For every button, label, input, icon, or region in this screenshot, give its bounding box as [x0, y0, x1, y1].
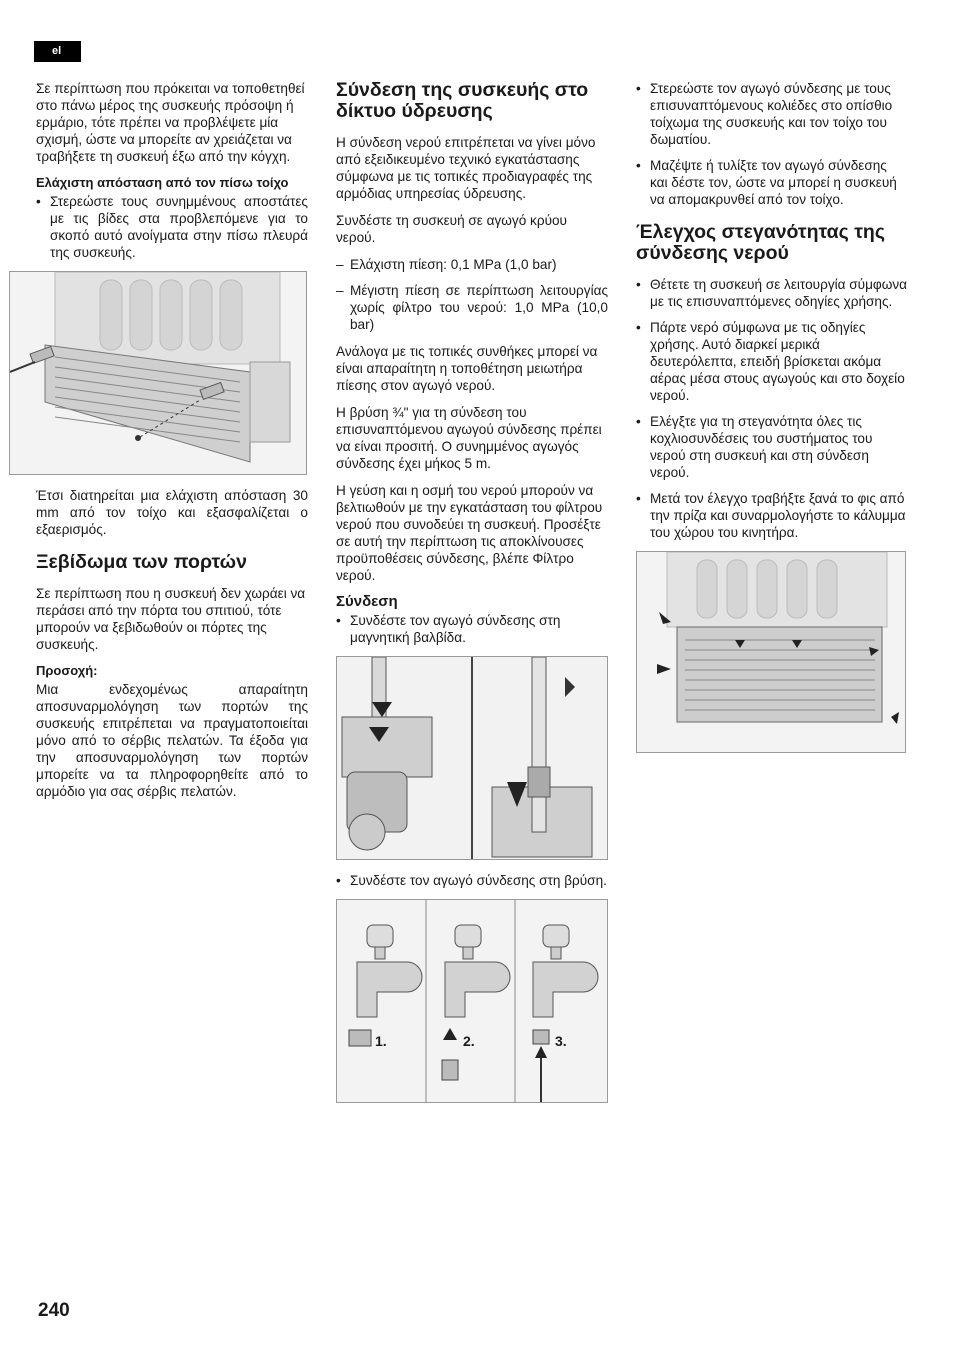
- step-2-label: 2.: [463, 1033, 475, 1049]
- pressure-max: – Μέγιστη πίεση σε περίπτωση λειτουργίας χωρίς φίλτρο του νερού: 1,0 MPa (10,0 bar): [336, 282, 608, 333]
- tightness-bullet-1: • Θέτετε τη συσκευή σε λειτουργία σύμφωνα με τις επισυναπτόμενες οδηγίες χρήσης.: [636, 276, 908, 310]
- pressure-list: [336, 256, 608, 333]
- cover-illustration: [637, 552, 905, 752]
- water-p3: Ανάλογα με τις τοπικές συνθήκες μπορεί να είναι απαραίτητη η τοποθέτηση μειωτήρα πίεσης στον αγωγό νερού.: [336, 344, 598, 393]
- doors-heading: Ξεβίδωμα των πορτών: [36, 551, 247, 573]
- valve-figure: [336, 656, 608, 860]
- fastening-list: [636, 80, 908, 208]
- step-3-label: 3.: [555, 1033, 567, 1049]
- fastening-bullet-2: • Μαζέψτε ή τυλίξτε τον αγωγό σύνδεσης και δέστε τον, ώστε να μπορεί η συσκευή να απομακρυνθεί από τον τοίχο.: [636, 157, 908, 208]
- connection-heading: Σύνδεση: [336, 593, 398, 610]
- tightness-bullet-3: • Ελέγξτε για τη στεγανότητα όλες τις κοχλιοσυνδέσεις του συστήματος του νερού στη συσκευή και στη σύνδεση νερού.: [636, 413, 908, 481]
- tightness-heading: Έλεγχος στεγανότητας της σύνδεσης νερού: [636, 221, 885, 264]
- water-p1: Η σύνδεση νερού επιτρέπεται να γίνει μόνο από εξειδικευμένο τεχνικό εγκατάστασης σύμφωνα με τις τοπικές προδιαγραφές της αρμόδιας υπηρεσίας ύδρευσης.: [336, 135, 596, 201]
- tap-figure: [336, 899, 608, 1103]
- language-tab: el: [34, 41, 81, 62]
- step-1-label: 1.: [375, 1033, 387, 1049]
- tightness-bullet-2: • Πάρτε νερό σύμφωνα με τις οδηγίες χρήσης. Αυτό διαρκεί μερικά δευτερόλεπτα, επειδή βρίσκεται ακόμα αέρας μέσα στους αγωγούς και στο δοχείο νερού.: [636, 319, 908, 404]
- column-2: [336, 80, 608, 1115]
- spacer-figure: [9, 271, 307, 475]
- intro-paragraph: Σε περίπτωση που πρόκειται να τοποθετηθεί στο πάνω μέρος της συσκευής πρόσοψη ή ερμάριο, τότε πρέπει να προβλέψετε μία σχισμή, ώστε να μπορείτε αν χρειάζεται να τραβήξετε τη συσκευή έξω από την κόγχη.: [36, 81, 305, 164]
- after-figure-paragraph: Έτσι διατηρείται μια ελάχιστη απόσταση 30 mm από τον τοίχο και εξασφαλίζεται ο εξαερισμός.: [36, 488, 308, 537]
- connection-bullet-tap: • Συνδέστε τον αγωγό σύνδεσης στη βρύση.: [336, 872, 608, 889]
- column-3: [636, 80, 908, 765]
- doors-paragraph: Σε περίπτωση που η συσκευή δεν χωράει να περάσει από την πόρτα του σπιτιού, τότε μπορούν να ξεβιδωθούν οι πόρτες της συσκευής.: [36, 586, 306, 652]
- water-p4: Η βρύση ¾" για τη σύνδεση του επισυναπτόμενου αγωγού σύνδεσης πρέπει να είναι προσιτή. Ο συνημμένος αγωγός σύνδεσης έχει μήκος 5 m.: [336, 405, 602, 471]
- min-distance-bullet: • Στερεώστε τους συνημμένους αποστάτες με τις βίδες στα προβλεπόμενε για το σκοπό αυτό ανοίγματα στην πίσω πλευρά της συσκευής.: [36, 193, 308, 261]
- page-number: 240: [38, 1300, 70, 1321]
- min-distance-list: [36, 193, 308, 261]
- column-1: [36, 80, 308, 810]
- caution-paragraph: Μια ενδεχομένως απαραίτητη αποσυναρμολόγηση των πορτών της συσκευής επιτρέπεται να πραγματοποιείται μόνο από το σέρβις πελατών. Τα έξοδα για την αποσυναρμολόγηση των πορτών μπορείτε να τα πληροφορηθείτε από το αρμόδιο για σας σέρβις πελατών.: [36, 682, 308, 799]
- min-distance-heading: Ελάχιστη απόσταση από τον πίσω τοίχο: [36, 175, 289, 190]
- tightness-bullet-4: • Μετά τον έλεγχο τραβήξτε ξανά το φις από την πρίζα και συναρμολογήστε το κάλυμμα του χώρου του κινητήρα.: [636, 490, 908, 541]
- water-connection-heading: Σύνδεση της συσκευής στο δίκτυο ύδρευσης: [336, 79, 589, 122]
- connection-list-2: [336, 872, 608, 889]
- water-p2: Συνδέστε τη συσκευή σε αγωγό κρύου νερού.: [336, 213, 567, 245]
- pressure-min: – Ελάχιστη πίεση: 0,1 MPa (1,0 bar): [336, 256, 608, 273]
- fastening-bullet-1: • Στερεώστε τον αγωγό σύνδεσης με τους επισυναπτόμενους κολιέδες στο οπίσθιο τοίχωμα της συσκευής και τον τοίχο του δωματίου.: [636, 80, 908, 148]
- tap-illustration: [337, 900, 607, 1102]
- cover-figure: [636, 551, 906, 753]
- connection-list-1: [336, 612, 608, 646]
- connection-bullet-valve: • Συνδέστε τον αγωγό σύνδεσης στη μαγνητική βαλβίδα.: [336, 612, 608, 646]
- caution-heading: Προσοχή:: [36, 663, 98, 678]
- tightness-list: [636, 276, 908, 541]
- spacer-illustration: [10, 272, 306, 474]
- water-p5: Η γεύση και η οσμή του νερού μπορούν να βελτιωθούν με την εγκατάσταση του φίλτρου νερού που συνοδεύει τη συσκευή. Προσέξτε σε αυτή την περίπτωση τις αποκλίνουσες προϋποθέσεις σύνδεσης, βλέπε Φίλτρο νερού.: [336, 483, 603, 583]
- valve-illustration: [337, 657, 607, 859]
